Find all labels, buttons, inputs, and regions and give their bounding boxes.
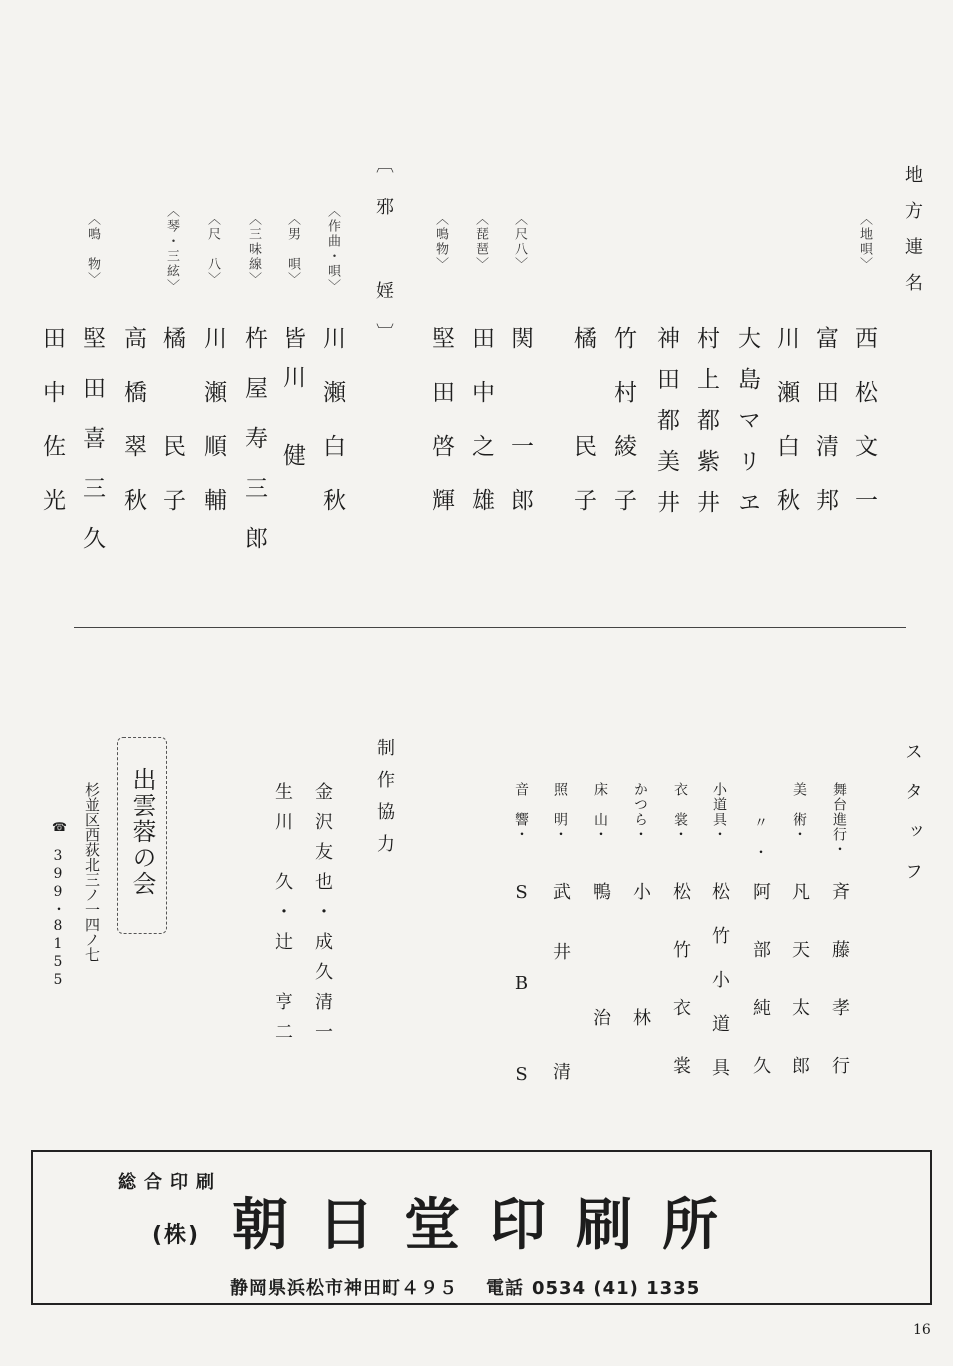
member-name: 川瀬白秋 xyxy=(773,326,799,542)
staff-name: SBS xyxy=(511,882,532,1155)
staff-role: 衣 裳・ xyxy=(672,782,688,842)
staff-role: かつら・ xyxy=(632,782,648,842)
staff-name: 阿部純久 xyxy=(750,882,771,1114)
staff-name: 斉藤孝行 xyxy=(829,882,850,1114)
member-name: 高橋翠秋 xyxy=(120,326,146,542)
member-name: 西松文一 xyxy=(851,326,877,542)
telephone-icon: ☎ xyxy=(52,820,67,834)
staff-name: 凡天太郎 xyxy=(789,882,810,1114)
role-otoko-uta: 〈男 唄〉 xyxy=(285,212,300,287)
role-koto-sangen: 〈琴・三絃〉 xyxy=(164,204,179,294)
staff-name: 松竹小道具 xyxy=(709,882,730,1102)
member-name: 川瀬順輔 xyxy=(200,326,226,542)
member-name: 田中之雄 xyxy=(468,326,494,542)
ad-contact xyxy=(230,1274,700,1300)
role-jiuta: 〈地唄〉 xyxy=(857,212,872,272)
staff-role: 小道具・ xyxy=(711,782,727,842)
role-shamisen: 〈三味線〉 xyxy=(246,212,261,287)
staff-name: 武井 清 xyxy=(550,882,571,1122)
ad-company-name: 朝日堂印刷所 xyxy=(232,1193,748,1258)
staff-role: 美 術・ xyxy=(791,782,807,842)
role-shakuhachi-2: 〈尺 八〉 xyxy=(205,212,220,287)
member-name: 大島マリヱ xyxy=(734,326,760,531)
member-name: 関 一郎 xyxy=(507,326,533,542)
ad-tagline: 総合印刷 xyxy=(118,1172,222,1193)
member-name: 田中佐光 xyxy=(39,326,65,542)
member-name: 堅田啓輝 xyxy=(428,326,454,542)
staff-name: 鴨 治 xyxy=(590,882,611,1050)
role-shakuhachi: 〈尺八〉 xyxy=(512,212,527,272)
page-number: 16 xyxy=(913,1322,931,1338)
ad-address: 静岡県浜松市神田町４９５ xyxy=(230,1278,458,1299)
member-name: 川瀬白秋 xyxy=(319,326,345,542)
member-name: 富田清邦 xyxy=(812,326,838,542)
staff-name: 小 林 xyxy=(630,882,651,1050)
member-name: 竹村綾子 xyxy=(610,326,636,542)
staff-role: 音 響・ xyxy=(513,782,529,842)
member-name: 堅田喜三久 xyxy=(79,326,105,576)
cooperation-heading: 制作協力 xyxy=(374,738,395,866)
role-composer-singer: 〈作曲・唄〉 xyxy=(325,204,340,294)
role-narimono: 〈鳴物〉 xyxy=(433,212,448,272)
ad-phone-label: 電話 xyxy=(486,1278,524,1299)
staff-role: 床 山・ xyxy=(592,782,608,842)
staff-role: 照 明・ xyxy=(552,782,568,842)
member-name: 橘 民子 xyxy=(159,326,185,542)
member-name: 橘 民子 xyxy=(570,326,596,542)
jikata-heading: 地方連名 xyxy=(902,165,923,309)
staff-name: 松竹衣裳 xyxy=(670,882,691,1114)
organization-name: 出雲蓉の会 xyxy=(128,767,156,897)
organization-address: 杉並区西荻北三ノ一四ノ七 xyxy=(83,782,101,962)
role-narimono-2: 〈鳴 物〉 xyxy=(85,212,100,287)
ad-phone: 0534 (41) 1335 xyxy=(532,1278,701,1299)
organization-phone: 399・8155 xyxy=(50,848,66,990)
staff-heading: スタッフ xyxy=(902,742,923,902)
section-divider xyxy=(74,627,906,628)
ad-corporation-mark: (株) xyxy=(152,1223,201,1248)
cooperation-names: 生川 久・辻 亨二 xyxy=(272,782,293,1052)
member-name: 村上都紫井 xyxy=(693,326,719,531)
staff-role: 舞台進行・ xyxy=(831,782,847,857)
member-name: 皆川 健 xyxy=(279,326,305,482)
cooperation-names: 金沢友也・成久清一 xyxy=(312,782,333,1052)
member-name: 神田都美井 xyxy=(653,326,679,531)
member-name: 杵屋寿三郎 xyxy=(241,326,267,576)
staff-role: 〃 ・ xyxy=(752,815,768,860)
program-title: 〔邪 婬〕 xyxy=(373,155,394,365)
role-biwa: 〈琵琶〉 xyxy=(473,212,488,272)
